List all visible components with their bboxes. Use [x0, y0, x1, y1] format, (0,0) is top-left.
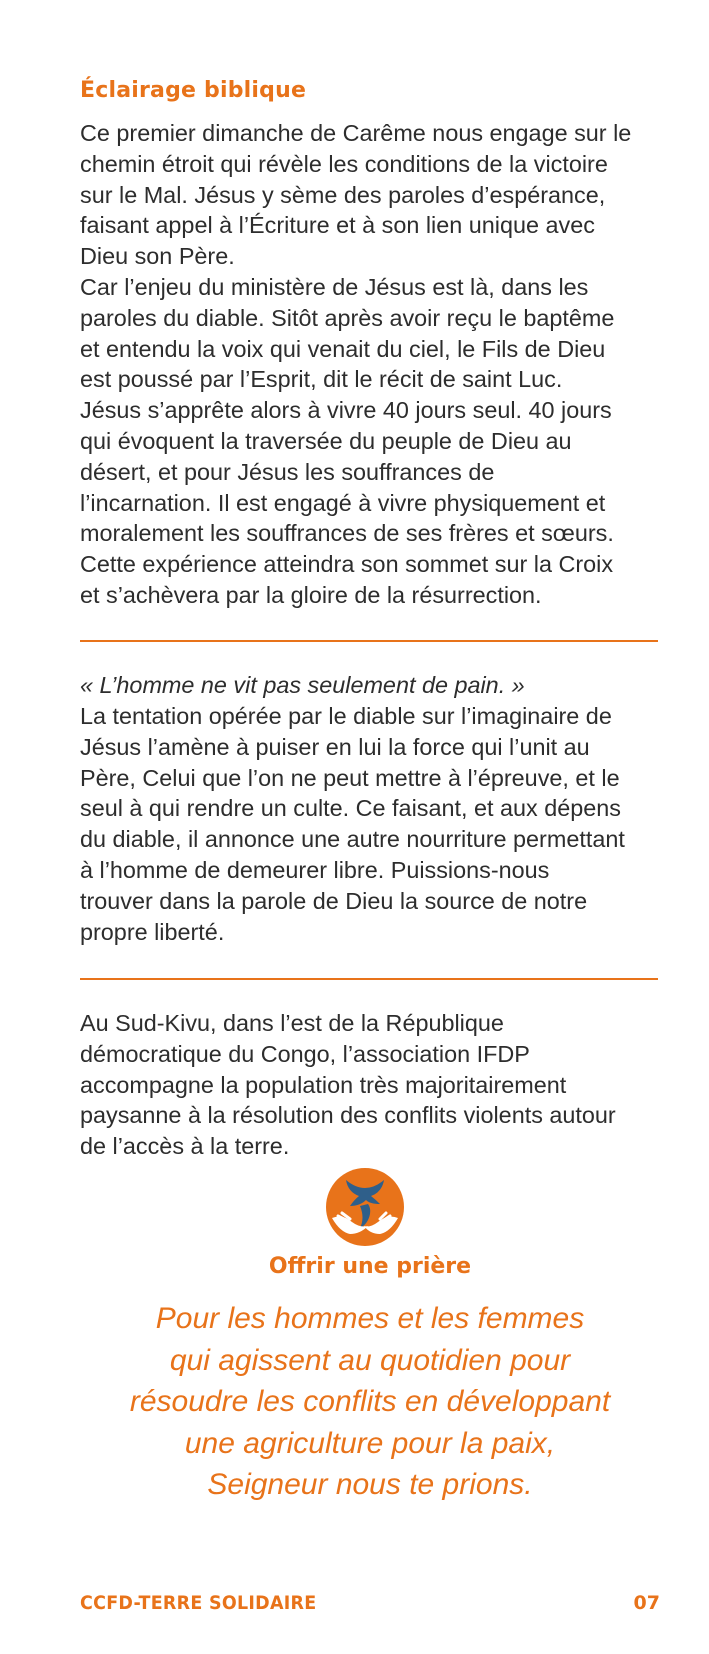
- prayer-text: [60, 1298, 680, 1506]
- text-line: démocratique du Congo, l’association IFDP: [80, 1040, 530, 1067]
- text-line: seul à qui rendre un culte. Ce faisant, et aux dépens: [80, 795, 621, 822]
- text-line: propre liberté.: [80, 918, 225, 945]
- text-line: La tentation opérée par le diable sur l’imaginaire de: [80, 703, 612, 729]
- text-line: Dieu son Père.: [80, 243, 235, 270]
- prayer-line: qui agissent au quotidien pour: [169, 1343, 571, 1377]
- paragraph-temptation: [80, 701, 662, 947]
- prayer-line: une agriculture pour la paix,: [184, 1426, 556, 1460]
- divider: [80, 978, 658, 980]
- text-line: sur le Mal. Jésus y sème des paroles d’espérance,: [80, 181, 606, 208]
- text-line: Jésus l’amène à puiser en lui la force qui l’unit au: [80, 733, 590, 760]
- text-line: de l’accès à la terre.: [80, 1133, 290, 1160]
- text-line: accompagne la population très majoritairement: [80, 1071, 567, 1098]
- page-number: 07: [633, 1592, 660, 1614]
- footer-brand: CCFD-TERRE SOLIDAIRE: [80, 1592, 317, 1614]
- paragraph-intro: [80, 118, 662, 272]
- text-line: est poussé par l’Esprit, dit le récit de saint Luc.: [80, 366, 563, 393]
- prayer-line: résoudre les conflits en développant: [129, 1385, 611, 1419]
- text-line: Ce premier dimanche de Carême nous engage sur le: [80, 120, 632, 146]
- text-line: à l’homme de demeurer libre. Puissions-nous: [80, 856, 550, 883]
- divider: [80, 640, 658, 642]
- text-line: chemin étroit qui révèle les conditions de la victoire: [80, 150, 608, 177]
- text-line: Père, Celui que l’on ne peut mettre à l’épreuve, et le: [80, 764, 620, 791]
- text-line: du diable, il annonce une autre nourriture permettant: [80, 826, 625, 853]
- text-line: qui évoquent la traversée du peuple de Dieu au: [80, 427, 572, 454]
- text-line: Cette expérience atteindra son sommet sur la Croix: [80, 551, 614, 578]
- text-line: et entendu la voix qui venait du ciel, le Fils de Dieu: [80, 335, 606, 362]
- text-line: moralement les souffrances de ses frères et sœurs.: [80, 520, 614, 547]
- text-line: Car l’enjeu du ministère de Jésus est là, dans les: [80, 274, 589, 300]
- section-title: Éclairage biblique: [80, 78, 307, 103]
- text-line: Jésus s’apprête alors à vivre 40 jours seul. 40 jours: [80, 397, 612, 424]
- text-line: l’incarnation. Il est engagé à vivre physiquement et: [80, 489, 606, 516]
- paragraph-ministry: [80, 272, 662, 611]
- text-line: trouver dans la parole de Dieu la source de notre: [80, 887, 588, 914]
- prayer-line: Pour les hommes et les femmes: [155, 1302, 585, 1335]
- prayer-hands-icon: [324, 1166, 406, 1248]
- text-line: faisant appel à l’Écriture et à son lien unique avec: [80, 212, 595, 239]
- prayer-line: Seigneur nous te prions.: [207, 1468, 533, 1502]
- text-line: paysanne à la résolution des conflits violents autour: [80, 1102, 616, 1129]
- offer-prayer-title: Offrir une prière: [268, 1254, 472, 1279]
- quote-title: « L’homme ne vit pas seulement de pain. »: [80, 672, 525, 698]
- text-line: Au Sud-Kivu, dans l’est de la République: [80, 1010, 504, 1036]
- text-line: désert, et pour Jésus les souffrances de: [80, 458, 495, 485]
- text-line: paroles du diable. Sitôt après avoir reçu le baptême: [80, 304, 615, 331]
- paragraph-project: [80, 1008, 662, 1162]
- page: [80, 0, 660, 1654]
- text-line: et s’achèvera par la gloire de la résurrection.: [80, 581, 542, 608]
